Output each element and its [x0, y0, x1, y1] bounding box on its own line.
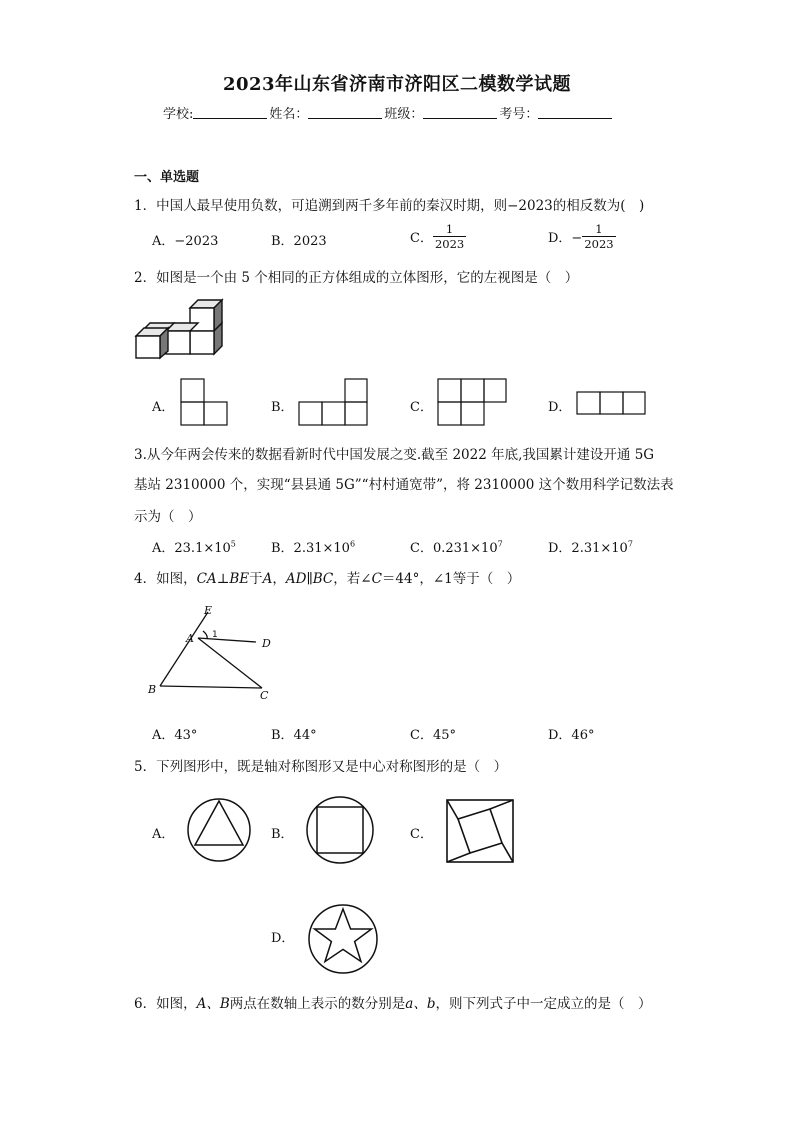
- q4-label-d: D: [262, 637, 271, 650]
- q1-option-c-label: C．: [410, 231, 433, 246]
- q1-d-fraction: $\frac{1}{2023}$: [584, 222, 614, 251]
- q4-label-c: C: [260, 689, 269, 702]
- q2-option-d-figure: [576, 391, 646, 415]
- q4-option-b[interactable]: B．44°: [271, 728, 317, 743]
- class-label: 班级：: [384, 107, 424, 122]
- q3-a-exp: 5: [230, 539, 236, 549]
- q5-option-a[interactable]: A．: [152, 827, 175, 842]
- section-heading: 一、单选题: [134, 170, 200, 185]
- q2-option-b[interactable]: B．: [271, 400, 294, 415]
- q3-option-c[interactable]: [410, 537, 503, 556]
- q3-option-a[interactable]: [152, 537, 236, 556]
- name-blank[interactable]: [308, 106, 382, 119]
- q5-option-b-figure: [300, 795, 380, 865]
- q4-option-d[interactable]: D．46°: [548, 728, 595, 743]
- q1-option-d-label: D．−: [548, 231, 583, 246]
- school-blank[interactable]: [193, 106, 267, 119]
- q6-text: 6．如图，A、B两点在数轴上表示的数分别是a、b，则下列式子中一定成立的是（ ）: [134, 996, 652, 1012]
- page-title: 2023年山东省济南市济阳区二模数学试题: [222, 74, 572, 95]
- q5-option-a-figure: [186, 797, 252, 863]
- q3-d-exp: 7: [627, 539, 633, 549]
- class-blank[interactable]: [423, 106, 497, 119]
- q5-text: 5．下列图形中，既是轴对称图形又是中心对称图形的是（ ）: [134, 759, 508, 775]
- q4-option-c[interactable]: C．45°: [410, 728, 456, 743]
- q3-b-base: B．2.31×10: [271, 541, 350, 556]
- q4-label-e: E: [204, 604, 213, 617]
- q4-label-1: 1: [212, 630, 218, 640]
- q1-option-b[interactable]: B．2023: [271, 234, 327, 249]
- q5-option-c-figure: [446, 799, 514, 863]
- q1-option-a[interactable]: A．−2023: [152, 234, 219, 249]
- q1-c-fraction: $\frac{1}{2023}$: [434, 222, 465, 251]
- q3-option-b[interactable]: [271, 537, 355, 556]
- name-label: 姓名：: [269, 107, 309, 122]
- q1-option-c[interactable]: [410, 222, 466, 251]
- q2-option-c[interactable]: C．: [410, 400, 433, 415]
- q2-option-a-figure: [180, 378, 228, 426]
- q3-b-exp: 6: [349, 539, 356, 549]
- q3-text-line2: 基站 2310000 个，实现“县县通 5G”“村村通宽带”，将 2310000 这个数用科学记数法表: [134, 477, 674, 493]
- q4-text: 4．如图，CA⊥BE于A，AD∥BC，若∠C＝44°，∠1等于（ ）: [134, 571, 521, 587]
- q3-d-base: D．2.31×10: [548, 541, 628, 556]
- student-info: [163, 103, 614, 122]
- q4-triangle-figure: [146, 600, 276, 700]
- q4-option-a[interactable]: A．43°: [152, 728, 198, 743]
- q2-text: 2．如图是一个由 5 个相同的正方体组成的立体图形，它的左视图是（ ）: [134, 270, 579, 286]
- q5-option-c[interactable]: C．: [410, 827, 433, 842]
- q3-c-exp: 7: [497, 539, 503, 549]
- q4-label-a: A: [186, 632, 194, 645]
- id-blank[interactable]: [538, 106, 612, 119]
- q3-text-line1: 3.从今年两会传来的数据看新时代中国发展之变.截至 2022 年底,我国累计建设开通 5G: [134, 447, 655, 463]
- q4-label-b: B: [148, 683, 157, 696]
- q2-option-c-figure: [437, 378, 507, 426]
- q5-option-b[interactable]: B．: [271, 827, 294, 842]
- q2-option-a[interactable]: A．: [152, 400, 175, 415]
- q3-text-line3: 示为（ ）: [134, 509, 202, 525]
- q3-c-base: C．0.231×10: [410, 541, 498, 556]
- q1-text: 1．中国人最早使用负数，可追溯到两千多年前的秦汉时期，则−2023的相反数为( ): [134, 198, 645, 214]
- q2-option-b-figure: [298, 378, 368, 426]
- q2-option-d[interactable]: D．: [548, 400, 572, 415]
- q3-option-d[interactable]: [548, 537, 633, 556]
- q5-option-d-figure: [307, 903, 379, 975]
- id-label: 考号：: [499, 107, 539, 122]
- q3-a-base: A．23.1×10: [152, 541, 231, 556]
- q2-cube-figure: [134, 294, 226, 360]
- q1-option-d[interactable]: [548, 222, 616, 251]
- q5-option-d[interactable]: D．: [271, 931, 295, 946]
- school-label: 学校:: [163, 107, 194, 122]
